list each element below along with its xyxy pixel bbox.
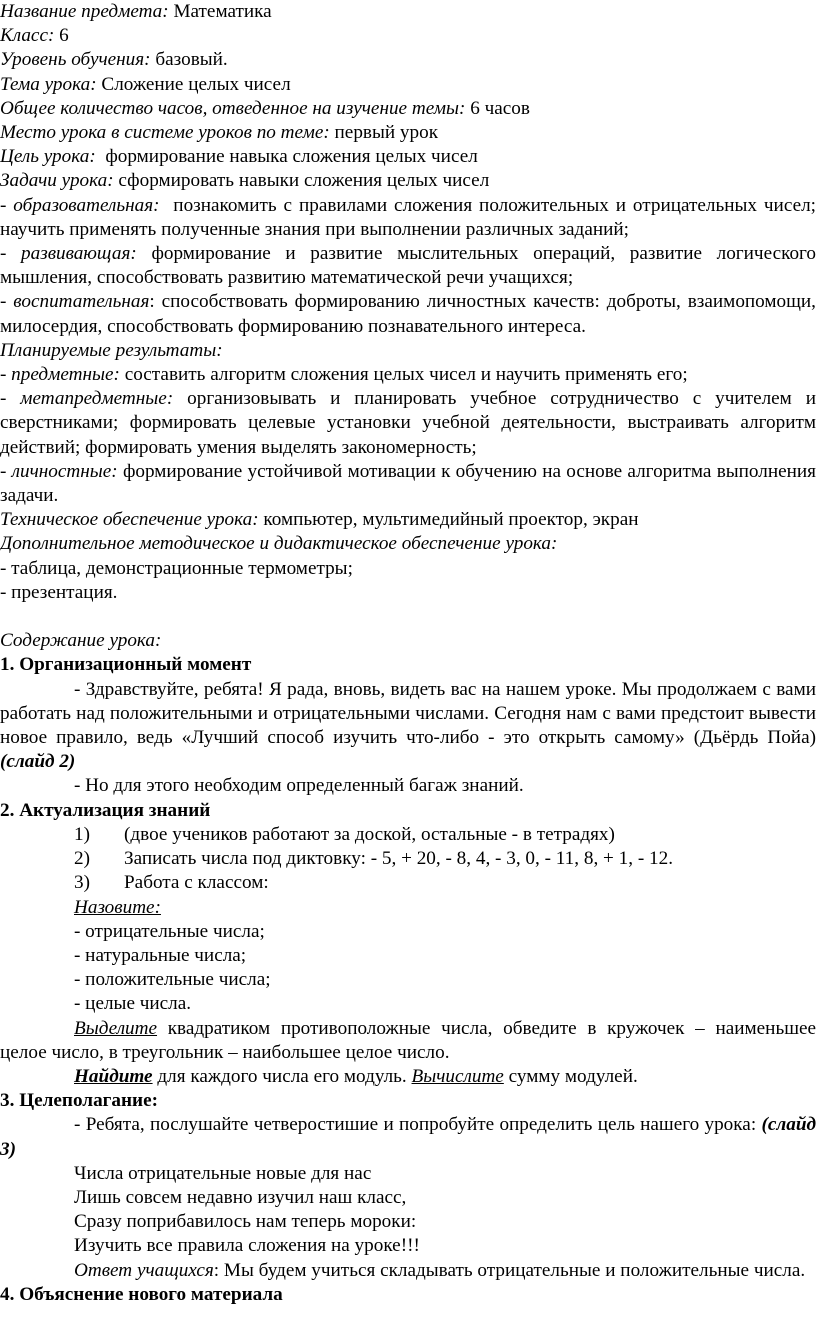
list-number: 2)	[74, 848, 90, 870]
tasks-line	[0, 169, 816, 193]
class-value: 6	[59, 25, 69, 47]
class-line	[0, 24, 816, 48]
result-personal-text: формирование устойчивой мотивации к обучению на основе алгоритма выполнения задачи.	[0, 460, 816, 507]
list-item	[0, 871, 816, 895]
list-item	[0, 823, 816, 847]
goal-value: формирование навыка сложения целых чисел	[105, 146, 478, 168]
task-educational-text: познакомить с правилами сложения положительных и отрицательных чисел; научить применять полученные знания при выполнении различных заданий;	[0, 194, 816, 240]
tech-line	[0, 508, 816, 532]
level-value: базовый.	[155, 49, 228, 71]
topic-value: Сложение целых чисел	[101, 73, 291, 95]
task-educational	[0, 194, 816, 242]
content-heading-text: Содержание урока:	[0, 630, 162, 652]
result-meta-label: - метапредметные:	[0, 388, 174, 410]
calc-prompt: Вычислите	[411, 1065, 504, 1087]
subject-line	[0, 0, 816, 24]
find-line	[0, 1065, 816, 1089]
hours-line	[0, 97, 816, 121]
section-1-title	[0, 653, 816, 677]
tasks-value: сформировать навыки сложения целых чисел	[118, 170, 490, 192]
results-heading	[0, 339, 816, 363]
section-3-title	[0, 1089, 816, 1113]
result-personal-label: - личностные:	[0, 460, 118, 482]
place-line	[0, 121, 816, 145]
place-value: первый урок	[334, 122, 439, 144]
section-1-paragraph	[0, 678, 816, 775]
topic-label: Тема урока:	[0, 73, 97, 95]
section-1-text: - Здравствуйте, ребята! Я рада, вновь, видеть вас на нашем уроке. Мы продолжаем с вами работать над положительными и отрицательными числами. Сегодня нам с вами предстоит вывести новое правило, ведь «Лучший способ изучить что-либо - это открыть самому» (Дьёрдь Пойа)	[0, 678, 816, 749]
select-text: квадратиком противоположные числа, обведите в кружочек – наименьшее целое число, в треугольник – наибольшее целое число.	[0, 1017, 816, 1063]
poem-line: Числа отрицательные новые для нас	[74, 1162, 372, 1184]
hours-label: Общее количество часов, отведенное на изучение темы:	[0, 97, 466, 119]
level-line	[0, 48, 816, 72]
list-number: 3)	[74, 872, 90, 894]
blank-line	[0, 605, 816, 629]
name-prompt-text: Назовите:	[74, 896, 161, 918]
section-1-title-text: 1. Организационный момент	[0, 654, 252, 676]
list-text: (двое учеников работают за доской, остальные - в тетрадях)	[124, 823, 615, 845]
place-label: Место урока в системе уроков по теме:	[0, 122, 330, 144]
find-prompt: Найдите	[74, 1065, 153, 1087]
class-label: Класс:	[0, 25, 55, 47]
goal-label: Цель урока:	[0, 146, 96, 168]
tech-value: компьютер, мультимедийный проектор, экран	[263, 509, 639, 531]
section-2-title-text: 2. Актуализация знаний	[0, 799, 211, 821]
result-personal	[0, 460, 816, 508]
tasks-label: Задачи урока:	[0, 170, 114, 192]
result-meta-text: организовывать и планировать учебное сотрудничество с учителем и сверстниками; формировать целевые установки учебной деятельности, выстраивать алгоритм действий; формировать умения выделять закономерность;	[0, 388, 816, 458]
section-4-title-text: 4. Объяснение нового материала	[0, 1283, 283, 1305]
result-meta	[0, 387, 816, 460]
select-prompt: Выделите	[74, 1017, 158, 1039]
extra-line	[0, 532, 816, 556]
section-3-slide: (слайд 3)	[0, 1114, 816, 1160]
poem-line: Сразу поприбавилось нам теперь мороки:	[74, 1211, 417, 1233]
section-3-text: - Ребята, послушайте четверостишие и попробуйте определить цель нашего урока:	[74, 1114, 757, 1136]
subject-value: Математика	[173, 1, 272, 22]
list-text: Записать числа под диктовку: - 5, + 20, - 8, 4, - 3, 0, - 11, 8, + 1, - 12.	[124, 848, 674, 870]
section-1-slide: (слайд 2)	[0, 751, 76, 773]
answer-label: Ответ учащихся	[74, 1259, 214, 1281]
poem-line: Изучить все правила сложения на уроке!!!	[74, 1235, 420, 1257]
section-2-title	[0, 799, 816, 823]
task-educational-label: - образовательная:	[0, 194, 160, 216]
list-item: - натуральные числа;	[74, 944, 247, 966]
topic-line	[0, 73, 816, 97]
list-text: Работа с классом:	[124, 872, 269, 894]
task-developmental-label: - развивающая:	[0, 243, 137, 265]
list-item: - положительные числа;	[74, 969, 271, 991]
list-item: - целые числа.	[74, 993, 192, 1015]
tech-label: Техническое обеспечение урока:	[0, 509, 259, 531]
goal-line	[0, 145, 816, 169]
results-heading-text: Планируемые результаты:	[0, 339, 223, 361]
task-upbringing	[0, 290, 816, 338]
find-text: для каждого числа его модуль.	[157, 1065, 407, 1087]
level-label: Уровень обучения:	[0, 49, 151, 71]
content-heading	[0, 629, 816, 653]
extra-item-2: - презентация.	[0, 581, 118, 603]
task-upbringing-label: - воспитательная	[0, 291, 150, 313]
list-item: - отрицательные числа;	[74, 920, 265, 942]
section-4-title	[0, 1283, 816, 1307]
answer-text: : Мы будем учиться складывать отрицательные и положительные числа.	[213, 1259, 806, 1281]
answer-paragraph	[0, 1259, 816, 1283]
extra-item-1: - таблица, демонстрационные термометры;	[0, 557, 353, 579]
calc-text: сумму модулей.	[508, 1065, 638, 1087]
subject-label: Название предмета:	[0, 1, 169, 22]
extra-label: Дополнительное методическое и дидактическое обеспечение урока:	[0, 533, 558, 555]
section-3-title-text: 3. Целеполагание:	[0, 1090, 158, 1112]
task-upbringing-text: : способствовать формированию личностных качеств: доброты, взаимопомощи, милосердия, способствовать формированию познавательного интереса.	[0, 291, 816, 337]
section-3-paragraph	[0, 1113, 816, 1161]
poem-line: Лишь совсем недавно изучил наш класс,	[74, 1186, 407, 1208]
name-prompt	[0, 896, 816, 920]
list-item	[0, 847, 816, 871]
result-subject	[0, 363, 816, 387]
task-developmental	[0, 242, 816, 290]
task-developmental-text: формирование и развитие мыслительных операций, развитие логического мышления, способствовать развитию математической речи учащихся;	[0, 243, 816, 289]
result-subject-text: составить алгоритм сложения целых чисел и научить применять его;	[124, 364, 688, 386]
list-number: 1)	[74, 823, 90, 845]
result-subject-label: - предметные:	[0, 364, 120, 386]
section-1-paragraph-2: - Но для этого необходим определенный багаж знаний.	[74, 775, 524, 797]
select-paragraph	[0, 1017, 816, 1065]
hours-value: 6 часов	[470, 97, 530, 119]
